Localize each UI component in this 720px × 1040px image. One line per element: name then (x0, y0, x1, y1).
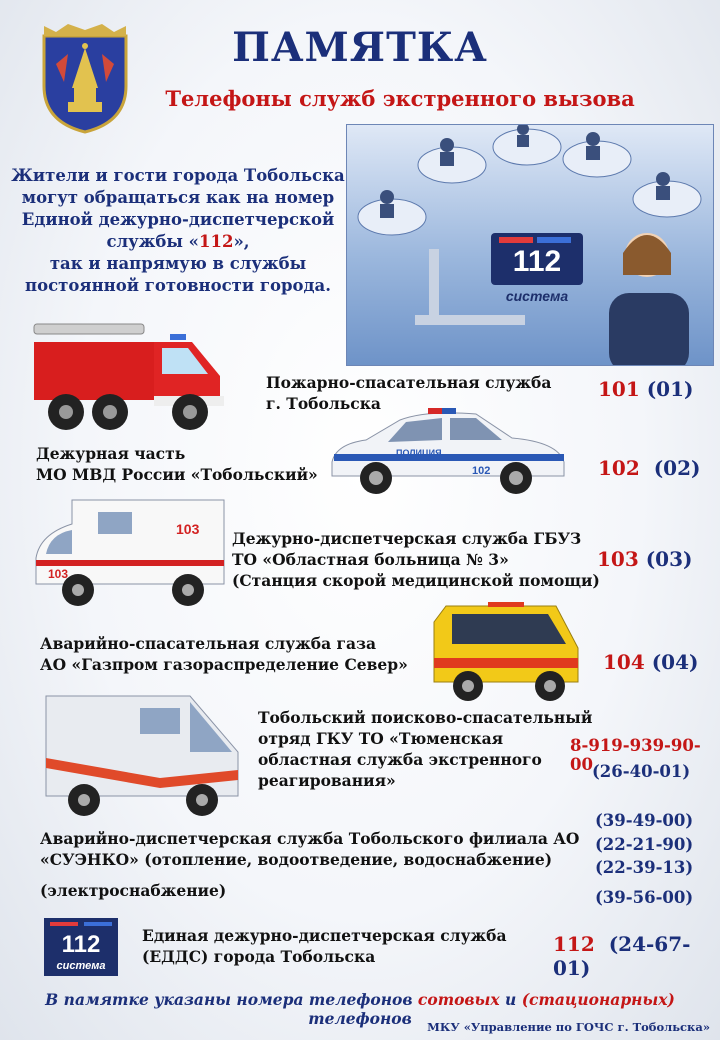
edds-service-label: Единая дежурно-диспетчерская служба (ЕДДС) города Тобольска (142, 926, 507, 966)
edds-logo-word: система (56, 960, 106, 972)
ambulance-front-number: 103 (48, 567, 69, 581)
utility-phone: (39-56-00) (595, 888, 694, 907)
medical-service-label: Дежурно-диспетчерская служба ГБУЗ ТО «Областная больница № 3» (Станция скорой медицинской помощи) (232, 529, 600, 590)
ambulance-image (28, 494, 228, 614)
police-car-text: ПОЛИЦИЯ (396, 448, 442, 458)
gas-service-label: Аварийно-спасательная служба газа АО «Газпром газораспределение Север» (40, 634, 408, 674)
rescue-phone-mobile: 8-919-939-90-00 (570, 736, 701, 774)
utility-service-electric-label: (электроснабжение) (40, 881, 227, 900)
police-phone: 102 (02) (598, 456, 701, 480)
edds-logo-number: 112 (61, 931, 101, 958)
fire-truck-image (30, 322, 230, 434)
page-subtitle: Телефоны служб экстренного вызова (165, 86, 635, 111)
utility-phone: (22-39-13) (595, 858, 694, 877)
intro-text (8, 165, 348, 297)
ambulance-side-number: 103 (176, 521, 200, 537)
rescue-service-label: Тобольский поисково-спасательный отряд ГКУ ТО «Тюменская областная служба экстренного реагирования» (258, 708, 593, 790)
fire-service-label: Пожарно-спасательная служба г. Тобольска (266, 373, 552, 413)
rescue-phone-landline: (26-40-01) (592, 762, 691, 781)
edds-112-logo (44, 918, 118, 976)
edds-phone: 112 (24-67-01) (553, 932, 691, 980)
gas-phone: 104 (04) (603, 650, 699, 674)
fire-phone: 101 (01) (598, 377, 694, 401)
police-car-image (326, 404, 570, 500)
intro-line: постоянной готовности города. (25, 276, 331, 295)
intro-line: так и напрямую в службы (49, 254, 307, 273)
banner-logo-word: система (505, 288, 569, 304)
rescue-van-image (40, 688, 244, 818)
intro-line: Жители и гости города Тобольска (11, 166, 345, 185)
police-car-number: 102 (472, 465, 491, 477)
utility-phone: (22-21-90) (595, 835, 694, 854)
banner-logo-number: 112 (512, 245, 562, 278)
organization-footer: МКУ «Управление по ГОЧС г. Тобольска» (427, 1020, 710, 1034)
intro-line: могут обращаться как на номер (21, 188, 335, 207)
page-title: ПАМЯТКА (232, 24, 488, 71)
footnote: В памятке указаны номера телефонов сотовых и (стационарных) телефонов (45, 990, 675, 1028)
utility-phone: (39-49-00) (595, 811, 694, 830)
medical-phone: 103 (03) (597, 547, 693, 571)
utility-service-label: Аварийно-диспетчерская служба Тобольского филиала АО «СУЭНКО» (отопление, водоотведение, водоснабжение) (40, 829, 580, 869)
intro-112-number: 112 (199, 232, 234, 251)
system-112-banner-image (346, 124, 714, 366)
intro-line: Единой дежурно-диспетчерской (21, 210, 335, 229)
police-service-label: Дежурная часть МО МВД России «Тобольский» (36, 444, 318, 484)
gas-service-van-image (428, 600, 584, 704)
intro-line: службы «112», (106, 232, 250, 251)
